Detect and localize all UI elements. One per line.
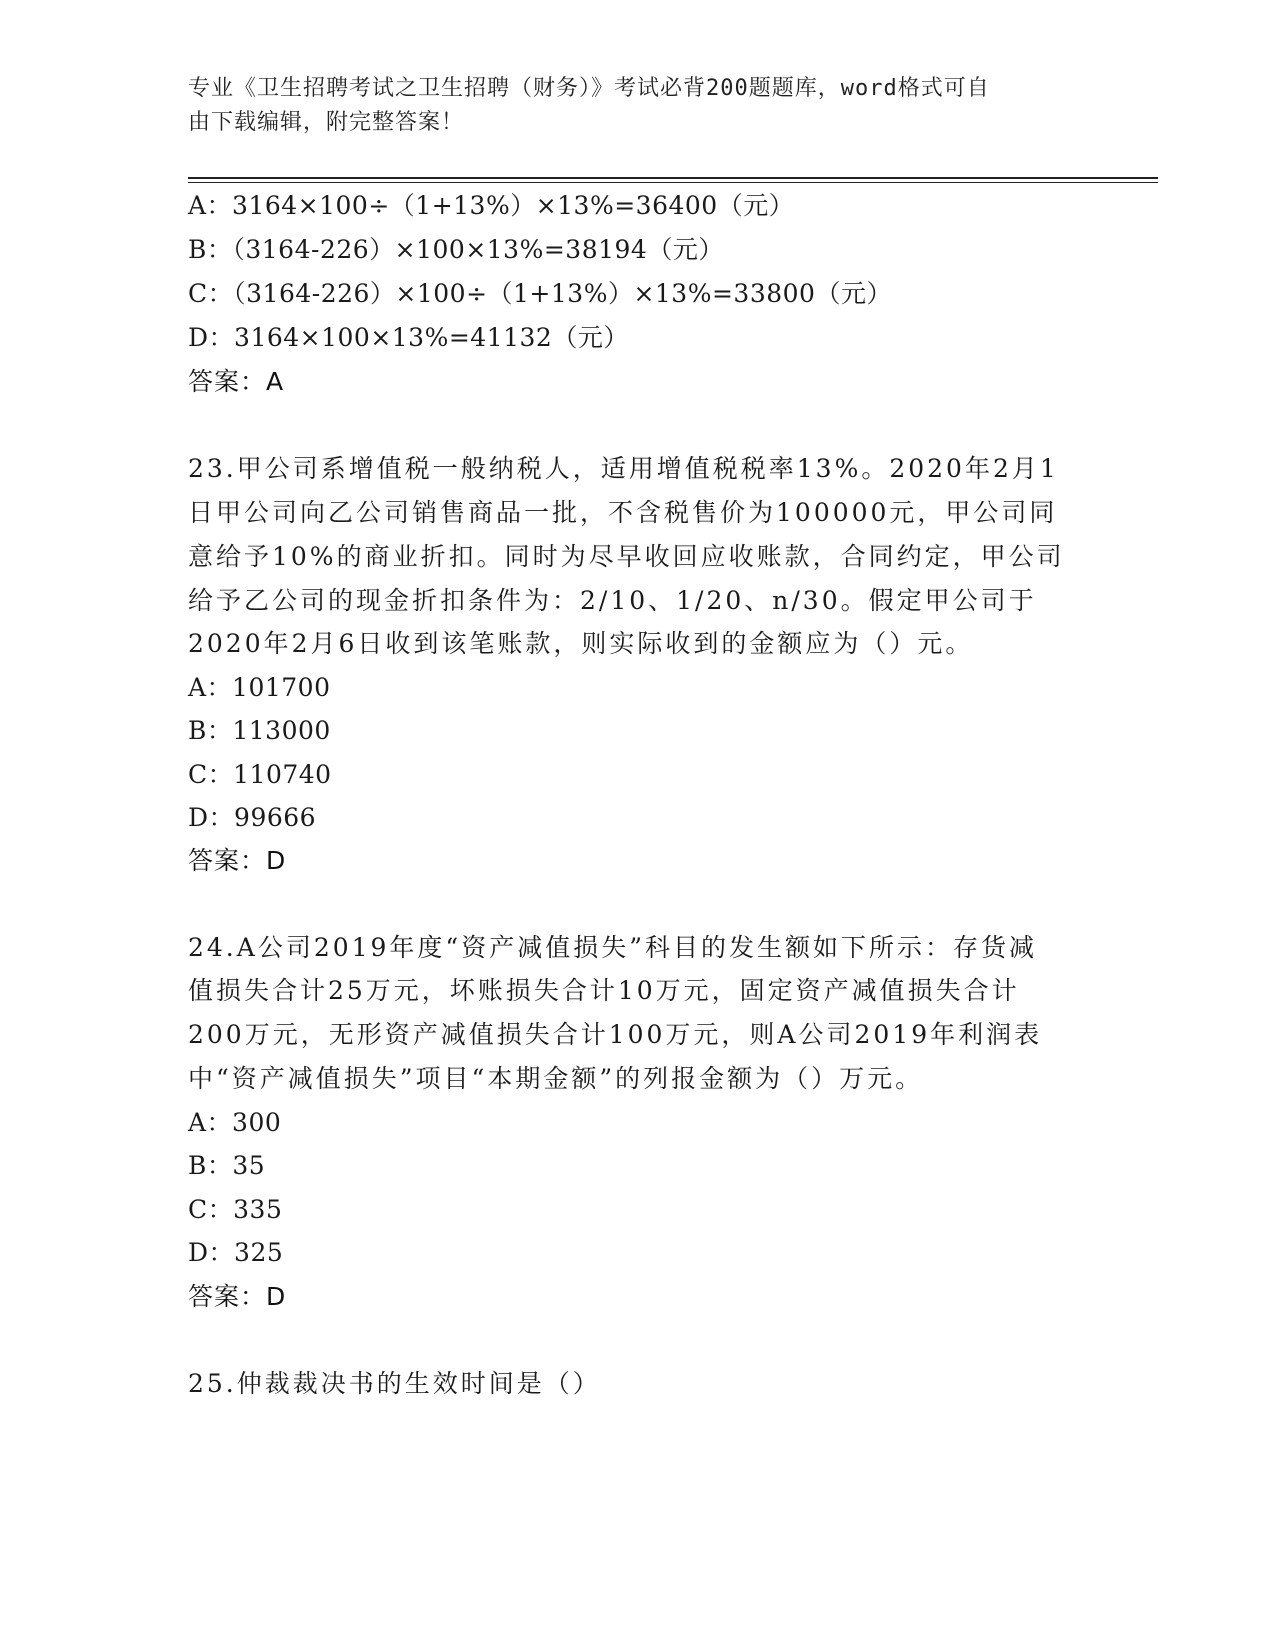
- q24-option-c: C：335: [188, 1195, 283, 1224]
- q22-option-a: A：3164×100÷（1+13%）×13%=36400（元）: [188, 191, 795, 220]
- q23-option-b: B：113000: [188, 716, 331, 745]
- header-line-1: 专业《卫生招聘考试之卫生招聘（财务）》考试必背200题题库，word格式可自: [188, 76, 990, 101]
- q24-option-d: D：325: [188, 1238, 284, 1267]
- q24-text-line-3: 200万元，无形资产减值损失合计100万元，则A公司2019年利润表: [188, 1020, 1043, 1049]
- q23-text-line-4: 给予乙公司的现金折扣条件为：2/10、1/20、n/30。假定甲公司于: [188, 586, 1037, 615]
- q22-option-c: C：（3164-226）×100÷（1+13%）×13%=33800（元）: [188, 279, 892, 308]
- q23-option-a: A：101700: [188, 673, 331, 702]
- q23-answer: 答案：D: [188, 846, 287, 875]
- q22-option-b: B：（3164-226）×100×13%=38194（元）: [188, 235, 724, 264]
- q24-text-line-2: 值损失合计25万元，坏账损失合计10万元，固定资产减值损失合计: [188, 976, 1020, 1005]
- header-divider-thick: [188, 177, 1158, 179]
- q22-answer: 答案：A: [188, 367, 285, 396]
- q25-text-line-1: 25.仲裁裁决书的生效时间是（）: [188, 1369, 601, 1398]
- header-line-2: 由下载编辑，附完整答案！: [188, 110, 465, 135]
- document-header: [188, 72, 1068, 140]
- q22-option-d: D：3164×100×13%=41132（元）: [188, 323, 629, 352]
- q23-option-d: D：99666: [188, 803, 317, 832]
- header-divider-thin: [188, 182, 1158, 183]
- q24-option-b: B：35: [188, 1151, 266, 1180]
- q23-text-line-2: 日甲公司向乙公司销售商品一批，不含税售价为100000元，甲公司同: [188, 498, 1058, 527]
- q24-option-a: A：300: [188, 1108, 282, 1137]
- q23-text-line-1: 23.甲公司系增值税一般纳税人，适用增值税税率13%。2020年2月1: [188, 454, 1059, 483]
- q23-text-line-3: 意给予10%的商业折扣。同时为尽早收回应收账款，合同约定，甲公司: [188, 542, 1065, 571]
- q23-text-line-5: 2020年2月6日收到该笔账款，则实际收到的金额应为（）元。: [188, 629, 974, 658]
- q24-text-line-1: 24.A公司2019年度“资产减值损失”科目的发生额如下所示：存货减: [188, 933, 1037, 962]
- q24-text-line-4: 中“资产减值损失”项目“本期金额”的列报金额为（）万元。: [188, 1064, 924, 1093]
- q24-answer: 答案：D: [188, 1282, 287, 1311]
- q23-option-c: C：110740: [188, 760, 332, 789]
